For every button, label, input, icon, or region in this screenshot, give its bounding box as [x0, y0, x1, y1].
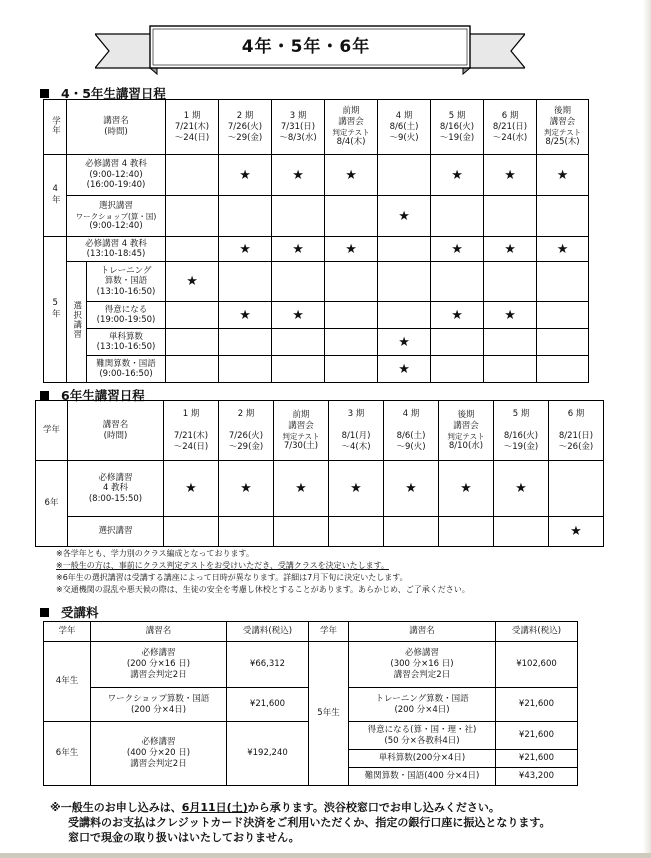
table-row	[36, 517, 604, 547]
header-period-5: 5 期 8/16(火) 〜19(金)	[494, 401, 549, 461]
grade-cell-5: 5年	[44, 237, 67, 383]
empty-cell	[325, 196, 378, 237]
page-title: 4年・5年・6年	[241, 37, 371, 57]
empty-cell	[484, 329, 537, 356]
empty-cell	[325, 262, 378, 302]
fee-header-price: 受講料(税込)	[227, 622, 309, 642]
course-cell: 必修講習 4 教科 (9:00-12:40) (16:00-19:40)	[67, 155, 166, 196]
fee-course: 得意になる(算・国・理・社) (50 分×各教科4日)	[349, 722, 496, 750]
footer-line-1: ※一般生のお申し込みは、6月11日(土)から承ります。渋谷校窓口でお申し込みください。	[50, 801, 500, 814]
empty-cell	[431, 356, 484, 383]
star-mark: ★	[431, 302, 484, 329]
empty-cell	[484, 262, 537, 302]
empty-cell	[384, 517, 439, 547]
fee-price: ¥21,600	[227, 688, 309, 722]
star-mark: ★	[329, 461, 384, 517]
fee-header-row	[44, 622, 578, 642]
empty-cell	[272, 262, 325, 302]
course-cell: 選択講習	[68, 517, 164, 547]
header-period-3: 3 期 8/1(月) 〜4(木)	[329, 401, 384, 461]
empty-cell	[494, 517, 549, 547]
section-bullet-icon	[40, 608, 49, 617]
header-period-6: 6 期 8/21(日) 〜26(金)	[549, 401, 604, 461]
course-cell: 必修講習 4 教科 (13:10-18:45)	[67, 237, 166, 262]
page-edge-shadow	[643, 0, 651, 858]
footer-line-2: 受講料のお支払はクレジットカード決済をご利用いただくか、指定の銀行口座に振込となります。	[68, 816, 551, 829]
section-bullet-icon	[40, 391, 49, 400]
empty-cell	[537, 329, 589, 356]
notes	[56, 548, 470, 596]
table-row	[36, 461, 604, 517]
fee-grade-6: 6年生	[44, 722, 91, 786]
empty-cell	[166, 237, 219, 262]
section-title-45: 4・5年生講習日程	[40, 84, 166, 102]
fee-header-grade: 学年	[309, 622, 349, 642]
star-mark: ★	[439, 461, 494, 517]
course-cell: 選択講習 ワークショップ(算・国) (9:00-12:40)	[67, 196, 166, 237]
section-title-fee: 受講料	[40, 603, 99, 621]
fee-price: ¥21,600	[496, 750, 578, 768]
empty-cell	[166, 196, 219, 237]
table-row	[44, 329, 589, 356]
empty-cell	[272, 196, 325, 237]
empty-cell	[272, 356, 325, 383]
star-mark: ★	[384, 461, 439, 517]
empty-cell	[325, 302, 378, 329]
course-cell: 得意になる (19:00-19:50)	[87, 302, 166, 329]
footer-line-3: 窓口で現金の取り扱いはいたしておりません。	[68, 831, 300, 844]
empty-cell	[166, 356, 219, 383]
note-line: ※各学年とも、学力別のクラス編成となっております。	[56, 549, 254, 558]
star-mark: ★	[537, 155, 589, 196]
empty-cell	[439, 517, 494, 547]
fee-header-grade: 学年	[44, 622, 91, 642]
table-row	[44, 302, 589, 329]
header-period-2: 2 期 7/26(火) 〜29(金)	[219, 401, 274, 461]
empty-cell	[329, 517, 384, 547]
fee-course: 必修講習 (300 分×16 日) 講習会判定2日	[349, 642, 496, 688]
empty-cell	[166, 155, 219, 196]
schedule-table-6	[35, 400, 604, 547]
empty-cell	[274, 517, 329, 547]
empty-cell	[537, 356, 589, 383]
star-mark: ★	[164, 461, 219, 517]
star-mark: ★	[272, 155, 325, 196]
header-course: 講習名 (時間)	[68, 401, 164, 461]
star-mark: ★	[431, 155, 484, 196]
star-mark: ★	[378, 329, 431, 356]
empty-cell	[484, 196, 537, 237]
empty-cell	[537, 196, 589, 237]
section-bullet-icon	[40, 89, 49, 98]
section-title-6: 6年生講習日程	[40, 386, 145, 404]
fee-course: トレーニング算数・国語 (200 分×4日)	[349, 688, 496, 722]
table-row	[44, 155, 589, 196]
empty-cell	[549, 461, 604, 517]
star-mark: ★	[166, 262, 219, 302]
header-period-2: 2 期 7/26(火) 〜29(金)	[219, 100, 272, 155]
fee-price: ¥102,600	[496, 642, 578, 688]
fee-price: ¥21,600	[496, 688, 578, 722]
star-mark: ★	[549, 517, 604, 547]
empty-cell	[219, 196, 272, 237]
table-row	[44, 356, 589, 383]
table-row	[44, 262, 589, 302]
star-mark: ★	[272, 237, 325, 262]
empty-cell	[325, 329, 378, 356]
course-cell: 必修講習 4 教科 (8:00-15:50)	[68, 461, 164, 517]
empty-cell	[431, 329, 484, 356]
header-period-early-test: 前期 講習会 判定テスト 8/4(木)	[325, 100, 378, 155]
fee-price: ¥192,240	[227, 722, 309, 786]
star-mark: ★	[219, 237, 272, 262]
header-period-late-test: 後期 講習会 判定テスト 8/25(木)	[537, 100, 589, 155]
empty-cell	[272, 329, 325, 356]
header-period-late-test: 後期 講習会 判定テスト 8/10(水)	[439, 401, 494, 461]
fee-course: 必修講習 (200 分×16 日) 講習会判定2日	[91, 642, 227, 688]
fee-price: ¥21,600	[496, 722, 578, 750]
elective-label-cell: 選択講習	[67, 262, 87, 383]
note-line: ※交通機関の混乱や悪天候の際は、生徒の安全を考慮し休校とすることがあります。あらかじめ、ご了承ください。	[56, 585, 470, 594]
star-mark: ★	[378, 196, 431, 237]
star-mark: ★	[219, 302, 272, 329]
header-period-5: 5 期 8/16(火) 〜19(金)	[431, 100, 484, 155]
star-mark: ★	[325, 237, 378, 262]
empty-cell	[219, 262, 272, 302]
star-mark: ★	[325, 155, 378, 196]
header-period-early-test: 前期 講習会 判定テスト 7/30(土)	[274, 401, 329, 461]
schedule-table-45	[43, 99, 589, 383]
fee-grade-4: 4年生	[44, 642, 91, 722]
empty-cell	[219, 329, 272, 356]
star-mark: ★	[484, 237, 537, 262]
star-mark: ★	[484, 302, 537, 329]
course-cell: 単科算数 (13:10-16:50)	[87, 329, 166, 356]
note-line: ※一般生の方は、事前にクラス判定テストをお受けいただき、受講クラスを決定いたします。	[56, 561, 389, 570]
fee-grade-5: 5年生	[309, 642, 349, 786]
empty-cell	[378, 302, 431, 329]
fee-course: 単科算数(200分×4日)	[349, 750, 496, 768]
table-row	[44, 642, 578, 688]
empty-cell	[325, 356, 378, 383]
table-header-row	[44, 100, 589, 155]
note-line: ※6年生の選択講習は受講する講座によって日時が異なります。詳細は7月下旬に決定いたします。	[56, 573, 408, 582]
table-row	[44, 237, 589, 262]
application-start-date: 6月11日(土)	[181, 801, 248, 814]
empty-cell	[537, 302, 589, 329]
fee-course: 難関算数・国語(400 分×4日)	[349, 768, 496, 786]
fee-course: ワークショップ算数・国語 (200 分×4日)	[91, 688, 227, 722]
star-mark: ★	[274, 461, 329, 517]
fee-header-course: 講習名	[349, 622, 496, 642]
star-mark: ★	[219, 461, 274, 517]
table-header-row	[36, 401, 604, 461]
empty-cell	[378, 262, 431, 302]
header-period-3: 3 期 7/31(日) 〜8/3(水)	[272, 100, 325, 155]
empty-cell	[537, 262, 589, 302]
grade-cell-4: 4年	[44, 155, 67, 237]
fee-course: 必修講習 (400 分×20 日) 講習会判定2日	[91, 722, 227, 786]
fee-price: ¥43,200	[496, 768, 578, 786]
table-row	[44, 196, 589, 237]
empty-cell	[219, 356, 272, 383]
empty-cell	[484, 356, 537, 383]
header-period-6: 6 期 8/21(日) 〜24(水)	[484, 100, 537, 155]
header-grade: 学年	[44, 100, 67, 155]
star-mark: ★	[219, 155, 272, 196]
empty-cell	[166, 302, 219, 329]
empty-cell	[219, 517, 274, 547]
star-mark: ★	[494, 461, 549, 517]
empty-cell	[164, 517, 219, 547]
empty-cell	[378, 237, 431, 262]
star-mark: ★	[537, 237, 589, 262]
fee-header-price: 受講料(税込)	[496, 622, 578, 642]
page-bottom-edge	[0, 853, 651, 858]
header-course: 講習名 (時間)	[67, 100, 166, 155]
header-period-4: 4 期 8/6(土) 〜9(火)	[378, 100, 431, 155]
header-period-4: 4 期 8/6(土) 〜9(火)	[384, 401, 439, 461]
empty-cell	[431, 262, 484, 302]
star-mark: ★	[272, 302, 325, 329]
fee-table	[43, 621, 578, 786]
empty-cell	[378, 155, 431, 196]
header-period-1: 1 期 7/21(木) 〜24(日)	[166, 100, 219, 155]
fee-header-course: 講習名	[91, 622, 227, 642]
course-cell: トレーニング 算数・国語 (13:10-16:50)	[87, 262, 166, 302]
star-mark: ★	[484, 155, 537, 196]
header-grade: 学年	[36, 401, 68, 461]
footer-notice	[50, 800, 551, 845]
course-cell: 難関算数・国語 (9:00-16:50)	[87, 356, 166, 383]
empty-cell	[431, 196, 484, 237]
star-mark: ★	[378, 356, 431, 383]
header-period-1: 1 期 7/21(木) 〜24(日)	[164, 401, 219, 461]
fee-price: ¥66,312	[227, 642, 309, 688]
empty-cell	[166, 329, 219, 356]
star-mark: ★	[431, 237, 484, 262]
grade-cell-6: 6年	[36, 461, 68, 547]
